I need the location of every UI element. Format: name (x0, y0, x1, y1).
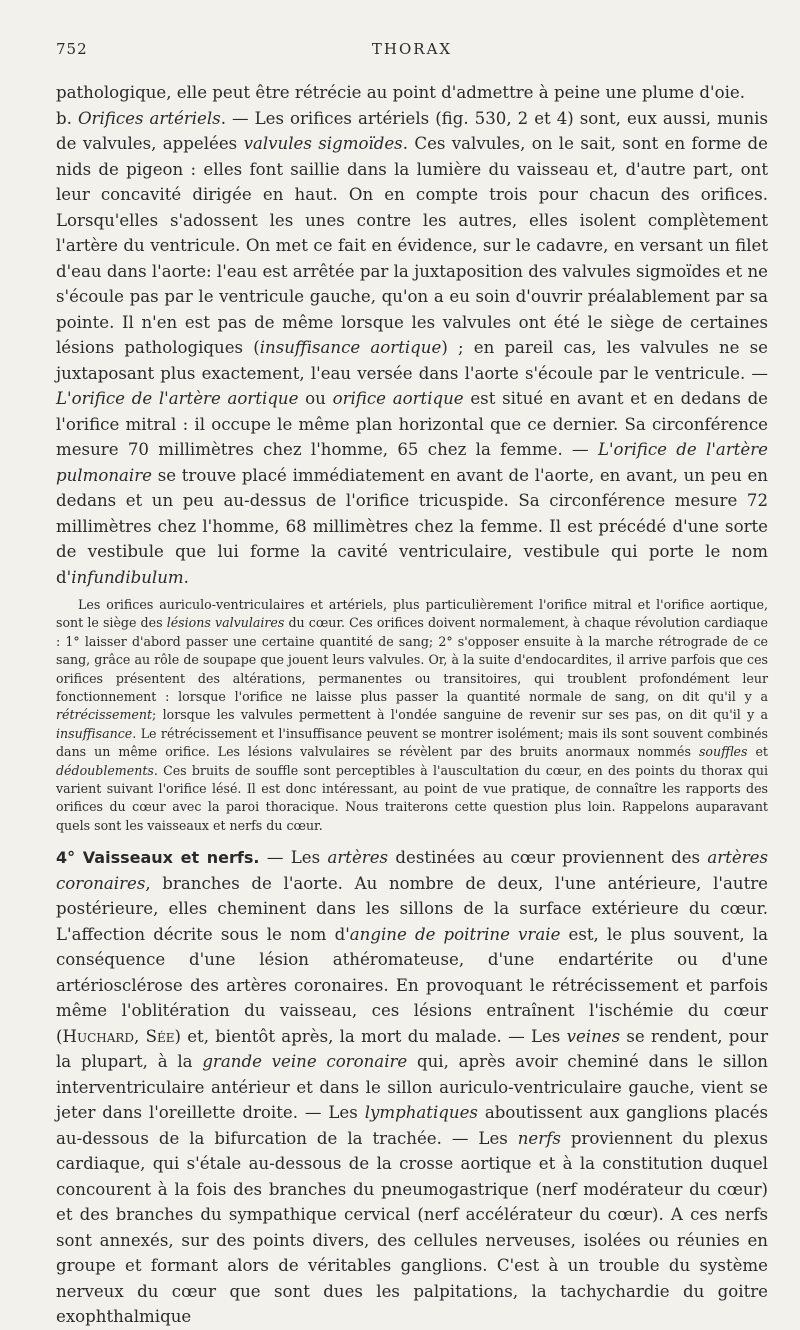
paragraph-vessels-nerves: 4° Vaisseaux et nerfs. — Les artères destinées au cœur proviennent des artères coronaires, branches de l'aorte. Au nombre de deux, l'une antérieure, l'autre postérieure, elles cheminent dans les sillons de la surface extérieure du cœur. L'affection décrite sous le nom d'angine de poitrine vraie est, le plus souvent, la conséquence d'une lésion athéromateuse, d'une endartérite ou d'une artériosclérose des artères coronaires. En provoquant le rétrécissement et parfois même l'oblitération du vaisseau, ces lésions entraînent l'ischémie du cœur (Huchard, Sée) et, bientôt après, la mort du malade. — Les veines se rendent, pour la plupart, à la grande veine coronaire qui, après avoir cheminé dans le sillon interventriculaire antérieur et dans le sillon auriculo-ventriculaire gauche, vient se jeter dans l'oreillette droite. — Les lymphatiques aboutissent aux ganglions placés au-dessous de la bifurcation de la trachée. — Les nerfs proviennent du plexus cardiaque, qui s'étale au-dessous de la crosse aortique et à la constitution duquel concourent à la fois des branches du pneumogastrique (nerf modérateur du cœur) et des branches du sympathique cervical (nerf accélérateur du cœur). A ces nerfs sont annexés, sur des points divers, des cellules nerveuses, isolées ou réunies en groupe et formant alors de véritables ganglions. C'est à un trouble du système nerveux du cœur que sont dues les palpitations, la tachychardie du goitre exophthalmique (56, 848, 769, 1327)
page-number: 752 (56, 40, 88, 58)
page-header (56, 40, 768, 66)
author-names: Huchard, Sée (62, 1026, 175, 1046)
section-heading: 4° Vaisseaux et nerfs. (56, 848, 260, 868)
section-vessels-nerves (56, 845, 768, 1330)
subheading-orifices-arteriels: Orifices artériels (77, 108, 221, 128)
page (56, 40, 768, 1330)
note-paragraph: Les orifices auriculo-ventriculaires et artériels, plus particulièrement l'orifice mitral et l'orifice aortique, sont le siège des lésions valvulaires du cœur. Ces orifices doivent normalement, à chaque révolution cardiaque : 1° laisser d'abord passer une certaine quantité de sang; 2° s'opposer ensuite à la marche rétrograde de ce sang, grâce au rôle de soupape que jouent leurs valvules. Or, à la suite d'endocardites, il arrive parfois que ces orifices présentent des altérations, permanentes ou transitoires, qui troublent profondément leur fonctionnement : lorsque l'orifice ne laisse plus passer la quantité normale de sang, on dit qu'il y a rétrécissement; lorsque les valvules permettent à l'ondée sanguine de revenir sur ses pas, on dit qu'il y a insuffisance. Le rétrécissement et l'insuffisance peuvent se montrer isolément; mais ils sont souvent combinés dans un même orifice. Les lésions valvulaires se révèlent par des bruits anormaux nommés souffles et dédoublements. Ces bruits de souffle sont perceptibles à l'auscultation du cœur, en des points du thorax qui varient suivant l'orifice lésé. Il est donc intéressant, au point de vue pratique, de connaître les rapports des orifices du cœur avec la paroi thoracique. Nous traiterons cette question plus loin. Rappelons auparavant quels sont les vaisseaux et nerfs du cœur. (56, 597, 768, 833)
paragraph-arterial-orifices: b. Orifices artériels. — Les orifices artériels (fig. 530, 2 et 4) sont, eux aussi, munis de valvules, appelées valvules sigmoïdes. Ces valvules, on le sait, sont en forme de nids de pigeon : elles font saillie dans la lumière du vaisseau et, d'autre part, ont leur concavité dirigée en haut. On en compte trois pour chacun des orifices. Lorsqu'elles s'adossent les unes contre les autres, elles isolent complètement l'artère du ventricule. On met ce fait en évidence, sur le cadavre, en versant un filet d'eau dans l'aorte: l'eau est arrêtée par la juxtaposition des valvules sigmoïdes et ne s'écoule pas par le ventricule gauche, qu'on a eu soin d'ouvrir préalablement par sa pointe. Il n'en est pas de même lorsque les valvules ont été le siège de certaines lésions pathologiques (insuffisance aortique) ; en pareil cas, les valvules ne se juxtaposant plus exactement, l'eau versée dans l'aorte s'écoule par le ventricule. — L'orifice de l'artère aortique ou orifice aortique est situé en avant et en dedans de l'orifice mitral : il occupe le même plan horizontal que ce dernier. Sa circonférence mesure 70 millimètres chez l'homme, 65 chez la femme. — L'orifice de l'artère pulmonaire se trouve placé immédiatement en avant de l'aorte, en avant, un peu en dedans et un peu au-dessus de l'orifice tricuspide. Sa circonférence mesure 72 millimètres chez l'homme, 68 millimètres chez la femme. Il est précédé d'une sorte de vestibule que lui forme la cavité ventriculaire, vestibule qui porte le nom d'infundibulum. (56, 108, 769, 587)
paragraph-continuation: pathologique, elle peut être rétrécie au point d'admettre à peine une plume d'oie. (56, 83, 745, 102)
main-text (56, 80, 768, 590)
running-title: THORAX (371, 40, 453, 58)
